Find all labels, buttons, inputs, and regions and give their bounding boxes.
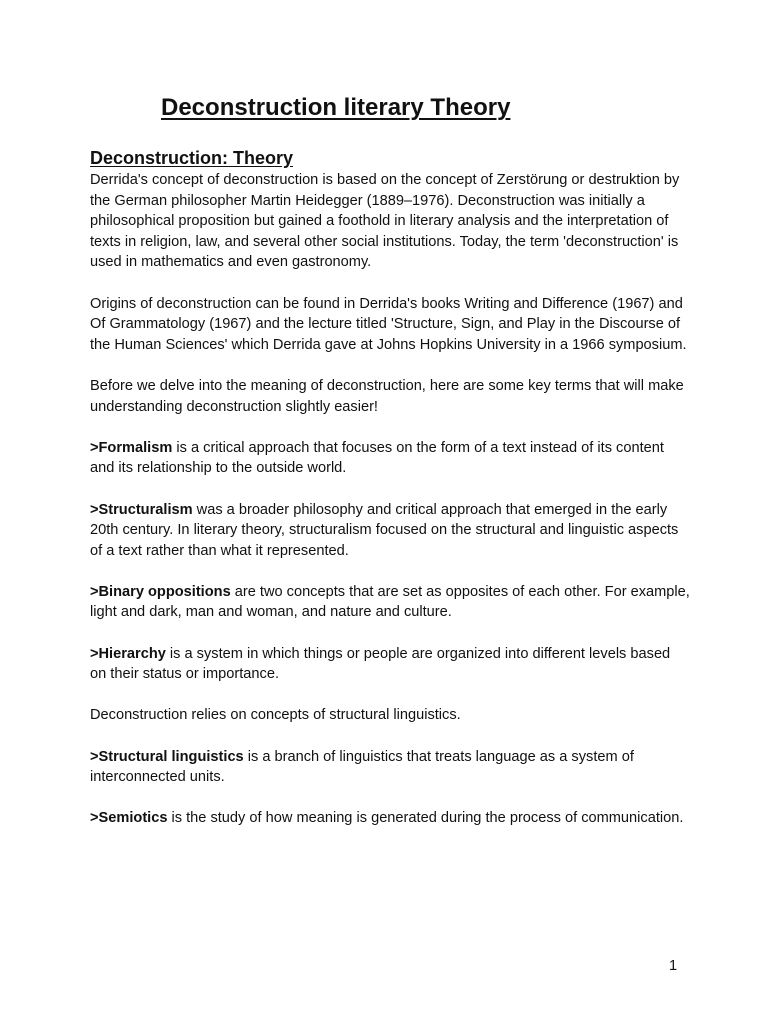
paragraph-binary-oppositions <box>90 582 690 623</box>
document-body <box>90 146 690 850</box>
term-structural-linguistics: >Structural linguistics <box>90 748 244 765</box>
page-number: 1 <box>669 958 678 974</box>
paragraph-text: is a critical approach that focuses on the form of a text instead of its content and its relationship to the outside world. <box>90 439 664 477</box>
paragraph-structural-linguistics-intro <box>90 705 690 726</box>
paragraph-key-terms-intro <box>90 376 690 417</box>
paragraph-structuralism <box>90 500 690 562</box>
paragraph-zerstorung <box>90 170 690 273</box>
term-binary-oppositions: >Binary oppositions <box>90 583 231 600</box>
paragraph-text: is a system in which things or people are organized into different levels based on their status or importance. <box>90 645 671 683</box>
paragraph-text: are two concepts that are set as opposites of each other. For example, light and dark, man and woman, and nature and culture. <box>90 583 690 621</box>
paragraph-hierarchy <box>90 644 690 685</box>
paragraph-text: was a broader philosophy and critical approach that emerged in the early 20th century. In literary theory, structuralism focused on the structural and linguistic aspects of a text rather than what it represented. <box>90 501 679 559</box>
paragraph-text: Derrida's concept of deconstruction is based on the concept of Zerstörung or destruktion by the German philosopher Martin Heidegger (1889–1976). Deconstruction was initially a philosophical proposition but gained a foothold in literary analysis and the interpretation of texts in religion, law, and several other social institutions. Today, the term 'deconstruction' is used in mathematics and even gastronomy. <box>90 172 680 271</box>
paragraph-formalism <box>90 438 690 479</box>
paragraph-structural-linguistics <box>90 747 690 788</box>
paragraph-semiotics <box>90 808 690 829</box>
term-formalism: >Formalism <box>90 439 173 456</box>
document-title: Deconstruction literary Theory <box>161 94 511 121</box>
term-hierarchy: >Hierarchy <box>90 645 166 662</box>
term-semiotics: >Semiotics <box>90 810 168 827</box>
section-heading: Deconstruction: Theory <box>90 148 294 168</box>
paragraph-text: is the study of how meaning is generated during the process of communication. <box>167 810 684 827</box>
paragraph-origins <box>90 294 690 356</box>
paragraph-text: is a branch of linguistics that treats language as a system of interconnected units. <box>90 748 634 786</box>
paragraph-text: Origins of deconstruction can be found in Derrida's books Writing and Difference (1967) and Of Grammatology (1967) and the lecture titled 'Structure, Sign, and Play in the Discourse of the Human Sciences' which Derrida gave at Johns Hopkins University in a 1966 symposium. <box>90 295 687 353</box>
term-structuralism: >Structuralism <box>90 501 193 518</box>
paragraph-text: Deconstruction relies on concepts of structural linguistics. <box>90 707 461 724</box>
paragraph-text: Before we delve into the meaning of deconstruction, here are some key terms that will make understanding deconstruction slightly easier! <box>90 377 684 415</box>
